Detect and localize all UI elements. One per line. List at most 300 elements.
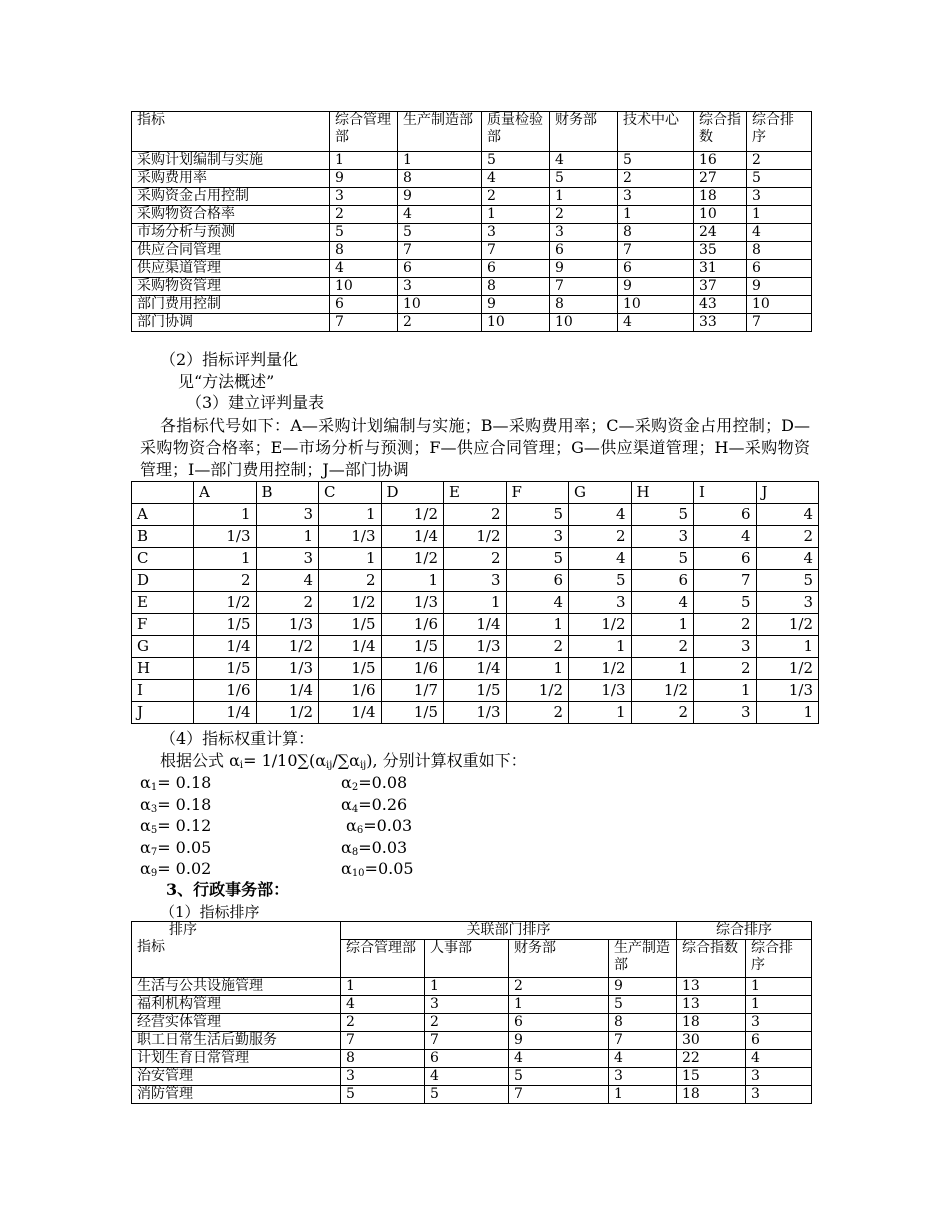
section-admin-heading: 3、行政事务部： — [166, 880, 290, 899]
row-label: 福利机构管理 — [132, 996, 341, 1014]
matrix-cell: 2 — [256, 592, 319, 614]
matrix-cell: 1/2 — [506, 680, 569, 702]
matrix-cell: 6 — [506, 570, 569, 592]
index-codes-paragraph: 各指标代号如下：A—采购计划编制与实施；B—采购费用率；C—采购资金占用控制；D—采购物资合格率；E—市场分析与预测；F—供应合同管理；G—供应渠道管理；H—采购物资管理；I—部门费用控制；J—部门协调 — [140, 416, 810, 479]
table-row — [132, 1086, 812, 1104]
table-cell: 1 — [482, 206, 550, 224]
matrix-cell: 6 — [694, 504, 757, 526]
matrix-cell: 1/2 — [256, 636, 319, 658]
matrix-cell: 2 — [694, 614, 757, 636]
matrix-cell: 5 — [631, 548, 694, 570]
table-cell: 3 — [330, 188, 398, 206]
table-cell: 18 — [694, 188, 747, 206]
matrix-cell: 1/3 — [194, 526, 257, 548]
matrix-row — [132, 614, 819, 636]
table-cell: 2 — [509, 978, 609, 996]
table-cell: 3 — [746, 1086, 812, 1104]
weight-value: $\alpha_3= 0.18$ — [140, 794, 212, 815]
row-label: 经营实体管理 — [132, 1014, 341, 1032]
matrix-row — [132, 592, 819, 614]
matrix-row-label: C — [132, 548, 194, 570]
table-cell: 7 — [747, 314, 812, 332]
matrix-cell: 3 — [631, 526, 694, 548]
table-cell: 7 — [330, 314, 398, 332]
matrix-cell: 3 — [444, 570, 507, 592]
matrix-row — [132, 680, 819, 702]
table-cell: 13 — [677, 996, 746, 1014]
table-cell: 2 — [747, 152, 812, 170]
matrix-cell: 1/2 — [194, 592, 257, 614]
column-header: 财务部 — [550, 112, 618, 152]
column-header: 生产制造部 — [609, 940, 677, 978]
matrix-cell: 2 — [631, 702, 694, 724]
matrix-cell: 6 — [694, 548, 757, 570]
column-header: 综合排序 — [747, 112, 812, 152]
table-cell: 4 — [482, 170, 550, 188]
matrix-cell: 1/6 — [194, 680, 257, 702]
table-cell: 1 — [330, 152, 398, 170]
matrix-cell: 1/3 — [256, 614, 319, 636]
matrix-cell: 3 — [256, 548, 319, 570]
table-cell: 2 — [618, 170, 694, 188]
table-cell: 9 — [550, 260, 618, 278]
row-label: 治安管理 — [132, 1068, 341, 1086]
table-cell: 5 — [609, 996, 677, 1014]
matrix-cell: 1 — [381, 570, 444, 592]
column-header: 财务部 — [509, 940, 609, 978]
row-label: 市场分析与预测 — [132, 224, 330, 242]
table-cell: 2 — [550, 206, 618, 224]
matrix-cell: 1 — [506, 614, 569, 636]
row-label: 供应合同管理 — [132, 242, 330, 260]
table-cell: 5 — [747, 170, 812, 188]
table-cell: 4 — [609, 1050, 677, 1068]
matrix-row-label: D — [132, 570, 194, 592]
table-row — [132, 314, 812, 332]
matrix-cell: 6 — [631, 570, 694, 592]
table-row — [132, 1014, 812, 1032]
matrix-column-header: C — [319, 482, 382, 504]
table-row — [132, 1032, 812, 1050]
matrix-row-label: I — [132, 680, 194, 702]
table-cell: 8 — [747, 242, 812, 260]
matrix-cell: 5 — [569, 570, 632, 592]
matrix-cell: 2 — [444, 504, 507, 526]
table-cell: 5 — [425, 1086, 509, 1104]
matrix-row — [132, 702, 819, 724]
matrix-cell: 2 — [194, 570, 257, 592]
matrix-row — [132, 570, 819, 592]
table-row — [132, 1050, 812, 1068]
matrix-corner — [132, 482, 194, 504]
matrix-row-label: B — [132, 526, 194, 548]
section-4-heading: （4）指标权重计算： — [160, 729, 315, 748]
matrix-column-header: A — [194, 482, 257, 504]
matrix-cell: 2 — [756, 526, 819, 548]
table-cell: 33 — [694, 314, 747, 332]
weight-value: $\alpha_1= 0.18$ — [140, 773, 212, 793]
table-cell: 4 — [425, 1068, 509, 1086]
matrix-cell: 1/2 — [569, 614, 632, 636]
table-cell: 10 — [482, 314, 550, 332]
matrix-cell: 1/3 — [319, 526, 382, 548]
weight-value: $\alpha_4=0.26$ — [341, 794, 408, 815]
matrix-cell: 2 — [631, 636, 694, 658]
weight-value: $\alpha_2=0.08$ — [341, 773, 408, 793]
table-row — [132, 996, 812, 1014]
table-cell: 2 — [341, 1014, 425, 1032]
matrix-cell: 2 — [694, 658, 757, 680]
row-label: 采购计划编制与实施 — [132, 152, 330, 170]
matrix-cell: 1 — [194, 548, 257, 570]
table-cell: 5 — [618, 152, 694, 170]
row-label: 计划生育日常管理 — [132, 1050, 341, 1068]
matrix-cell: 4 — [569, 548, 632, 570]
weight-formula: 根据公式 $\alpha_i= 1/10\sum(\alpha_{ij}/\sum\alpha_{ij})$, 分别计算权重如下： — [160, 751, 527, 771]
matrix-cell: 1/5 — [194, 658, 257, 680]
table-row — [132, 978, 812, 996]
matrix-cell: 1 — [256, 526, 319, 548]
table-cell: 4 — [330, 260, 398, 278]
matrix-cell: 1 — [631, 614, 694, 636]
matrix-cell: 1/5 — [319, 614, 382, 636]
row-label: 供应渠道管理 — [132, 260, 330, 278]
matrix-column-header: F — [506, 482, 569, 504]
table-cell: 4 — [398, 206, 482, 224]
table-cell: 10 — [618, 296, 694, 314]
table-cell: 6 — [330, 296, 398, 314]
table-cell: 15 — [677, 1068, 746, 1086]
matrix-header-row — [132, 482, 819, 504]
column-header: 生产制造部 — [398, 112, 482, 152]
table-cell: 10 — [694, 206, 747, 224]
table-cell: 9 — [747, 278, 812, 296]
table-cell: 8 — [482, 278, 550, 296]
pairwise-comparison-matrix — [131, 481, 819, 724]
table-cell: 8 — [550, 296, 618, 314]
matrix-cell: 1 — [694, 680, 757, 702]
table-cell: 10 — [747, 296, 812, 314]
matrix-cell: 1/2 — [319, 592, 382, 614]
matrix-row — [132, 548, 819, 570]
matrix-cell: 7 — [694, 570, 757, 592]
matrix-cell: 1/6 — [381, 658, 444, 680]
table-cell: 7 — [509, 1086, 609, 1104]
matrix-row — [132, 636, 819, 658]
matrix-cell: 1/2 — [381, 504, 444, 526]
matrix-column-header: J — [756, 482, 819, 504]
table-cell: 10 — [398, 296, 482, 314]
table-cell: 9 — [509, 1032, 609, 1050]
table-cell: 9 — [618, 278, 694, 296]
table-cell: 5 — [398, 224, 482, 242]
table-cell: 3 — [618, 188, 694, 206]
matrix-cell: 1/3 — [256, 658, 319, 680]
table-row — [132, 296, 812, 314]
table-cell: 2 — [482, 188, 550, 206]
matrix-cell: 1/6 — [381, 614, 444, 636]
table-cell: 30 — [677, 1032, 746, 1050]
weight-value: $\alpha_{10}=0.05$ — [341, 859, 414, 879]
matrix-column-header: H — [631, 482, 694, 504]
matrix-cell: 1/4 — [256, 680, 319, 702]
table-cell: 2 — [425, 1014, 509, 1032]
table-cell: 6 — [398, 260, 482, 278]
table-cell: 35 — [694, 242, 747, 260]
row-label: 采购物资管理 — [132, 278, 330, 296]
corner-top-label: 排序 — [169, 922, 197, 938]
table-cell: 1 — [509, 996, 609, 1014]
table-cell: 3 — [746, 1014, 812, 1032]
table-cell: 18 — [677, 1086, 746, 1104]
row-label: 采购物资合格率 — [132, 206, 330, 224]
matrix-row — [132, 658, 819, 680]
row-label: 采购费用率 — [132, 170, 330, 188]
admin-subsection-heading: （1）指标排序 — [160, 903, 260, 921]
table-cell: 8 — [618, 224, 694, 242]
matrix-cell: 1/3 — [381, 592, 444, 614]
table-row — [132, 188, 812, 206]
matrix-cell: 1/4 — [444, 658, 507, 680]
table-cell: 24 — [694, 224, 747, 242]
matrix-cell: 1/2 — [444, 526, 507, 548]
table-cell: 4 — [747, 224, 812, 242]
matrix-cell: 1/4 — [194, 702, 257, 724]
matrix-cell: 1/5 — [381, 636, 444, 658]
matrix-cell: 5 — [506, 504, 569, 526]
matrix-cell: 1 — [444, 592, 507, 614]
column-header: 质量检验部 — [482, 112, 550, 152]
matrix-cell: 1/5 — [444, 680, 507, 702]
table-row — [132, 242, 812, 260]
weight-value: $\alpha_7= 0.05$ — [140, 837, 212, 858]
table-cell: 1 — [746, 996, 812, 1014]
section-2-body: 见“方法概述” — [178, 372, 275, 391]
matrix-cell: 4 — [756, 548, 819, 570]
corner-cell — [132, 922, 341, 978]
column-header: 综合管理部 — [341, 940, 425, 978]
table-cell: 1 — [618, 206, 694, 224]
table-cell: 5 — [341, 1086, 425, 1104]
matrix-cell: 4 — [256, 570, 319, 592]
table-row — [132, 1068, 812, 1086]
matrix-cell: 1 — [319, 548, 382, 570]
matrix-cell: 1/4 — [319, 702, 382, 724]
matrix-row — [132, 504, 819, 526]
column-header: 人事部 — [425, 940, 509, 978]
table-cell: 6 — [425, 1050, 509, 1068]
matrix-cell: 1/3 — [444, 702, 507, 724]
matrix-cell: 1 — [319, 504, 382, 526]
related-departments-header: 关联部门排序 — [341, 922, 677, 940]
row-label: 消防管理 — [132, 1086, 341, 1104]
matrix-cell: 1/5 — [381, 702, 444, 724]
table-cell: 4 — [618, 314, 694, 332]
table-cell: 43 — [694, 296, 747, 314]
table-cell: 3 — [341, 1068, 425, 1086]
matrix-cell: 1/3 — [444, 636, 507, 658]
table-cell: 7 — [618, 242, 694, 260]
matrix-cell: 3 — [256, 504, 319, 526]
table-cell: 1 — [341, 978, 425, 996]
table-cell: 3 — [550, 224, 618, 242]
matrix-cell: 1 — [506, 658, 569, 680]
matrix-cell: 2 — [444, 548, 507, 570]
matrix-cell: 1/2 — [756, 614, 819, 636]
table-row — [132, 224, 812, 242]
table-row — [132, 152, 812, 170]
matrix-row-label: A — [132, 504, 194, 526]
table-cell: 4 — [509, 1050, 609, 1068]
table-cell: 9 — [330, 170, 398, 188]
matrix-row-label: J — [132, 702, 194, 724]
matrix-cell: 1/6 — [319, 680, 382, 702]
matrix-cell: 1/5 — [194, 614, 257, 636]
table-cell: 8 — [398, 170, 482, 188]
row-label: 采购资金占用控制 — [132, 188, 330, 206]
matrix-cell: 1/7 — [381, 680, 444, 702]
table-cell: 9 — [609, 978, 677, 996]
matrix-column-header: I — [694, 482, 757, 504]
matrix-cell: 3 — [506, 526, 569, 548]
table-cell: 1 — [746, 978, 812, 996]
row-label: 部门协调 — [132, 314, 330, 332]
table-row — [132, 278, 812, 296]
table-cell: 7 — [341, 1032, 425, 1050]
table-cell: 4 — [341, 996, 425, 1014]
matrix-row-label: H — [132, 658, 194, 680]
weight-value: $\alpha_5= 0.12$ — [140, 816, 212, 836]
table-cell: 37 — [694, 278, 747, 296]
table-cell: 6 — [747, 260, 812, 278]
table-cell: 31 — [694, 260, 747, 278]
matrix-cell: 1/3 — [756, 680, 819, 702]
table-cell: 3 — [746, 1068, 812, 1086]
matrix-cell: 4 — [694, 526, 757, 548]
matrix-cell: 1 — [756, 636, 819, 658]
row-label: 职工日常生活后勤服务 — [132, 1032, 341, 1050]
matrix-cell: 1/5 — [319, 658, 382, 680]
table-cell: 9 — [398, 188, 482, 206]
table-cell: 16 — [694, 152, 747, 170]
section-3-heading: （3）建立评判量表 — [186, 393, 325, 412]
table-cell: 8 — [330, 242, 398, 260]
table-cell: 4 — [746, 1050, 812, 1068]
table-cell: 3 — [425, 996, 509, 1014]
table-cell: 3 — [482, 224, 550, 242]
table-cell: 1 — [425, 978, 509, 996]
matrix-cell: 5 — [631, 504, 694, 526]
matrix-cell: 1/3 — [569, 680, 632, 702]
weight-value: $\alpha_9= 0.02$ — [140, 859, 212, 879]
admin-index-ranking-table — [131, 921, 812, 1104]
matrix-column-header: B — [256, 482, 319, 504]
table-cell: 10 — [330, 278, 398, 296]
matrix-cell: 4 — [569, 504, 632, 526]
column-header: 综合排序 — [746, 940, 812, 978]
table-header-row — [132, 112, 812, 152]
table-cell: 7 — [609, 1032, 677, 1050]
matrix-row-label: F — [132, 614, 194, 636]
weight-value: $\alpha_8=0.03$ — [341, 837, 408, 858]
purchase-index-ranking-table — [131, 111, 812, 332]
table-cell: 7 — [550, 278, 618, 296]
column-header: 综合指数 — [677, 940, 746, 978]
table-cell: 5 — [509, 1068, 609, 1086]
table-cell: 4 — [550, 152, 618, 170]
table-cell: 9 — [482, 296, 550, 314]
matrix-cell: 4 — [631, 592, 694, 614]
matrix-cell: 2 — [319, 570, 382, 592]
matrix-cell: 2 — [506, 636, 569, 658]
table-cell: 6 — [550, 242, 618, 260]
matrix-column-header: G — [569, 482, 632, 504]
matrix-cell: 3 — [694, 636, 757, 658]
matrix-cell: 5 — [694, 592, 757, 614]
table-cell: 1 — [550, 188, 618, 206]
matrix-cell: 1 — [569, 636, 632, 658]
matrix-cell: 3 — [569, 592, 632, 614]
table-cell: 5 — [330, 224, 398, 242]
column-header: 综合指数 — [694, 112, 747, 152]
matrix-cell: 1/4 — [381, 526, 444, 548]
matrix-cell: 1/2 — [756, 658, 819, 680]
table-cell: 6 — [746, 1032, 812, 1050]
matrix-cell: 5 — [756, 570, 819, 592]
matrix-cell: 1/2 — [256, 702, 319, 724]
matrix-cell: 1/2 — [381, 548, 444, 570]
matrix-cell: 1/4 — [444, 614, 507, 636]
table-cell: 5 — [482, 152, 550, 170]
table-cell: 2 — [398, 314, 482, 332]
table-row — [132, 170, 812, 188]
table-cell: 3 — [747, 188, 812, 206]
matrix-cell: 4 — [756, 504, 819, 526]
matrix-cell: 1 — [194, 504, 257, 526]
matrix-cell: 1/2 — [631, 680, 694, 702]
section-2-heading: （2）指标评判量化 — [160, 350, 299, 369]
corner-bottom-label: 指标 — [137, 939, 165, 955]
table-cell: 1 — [398, 152, 482, 170]
table-cell: 5 — [550, 170, 618, 188]
table-row — [132, 260, 812, 278]
overall-ranking-header: 综合排序 — [677, 922, 812, 940]
weight-value: $\alpha_6=0.03$ — [346, 816, 413, 836]
matrix-column-header: D — [381, 482, 444, 504]
matrix-cell: 4 — [506, 592, 569, 614]
matrix-cell: 5 — [506, 548, 569, 570]
table-cell: 10 — [550, 314, 618, 332]
table-cell: 13 — [677, 978, 746, 996]
matrix-row — [132, 526, 819, 548]
row-label: 部门费用控制 — [132, 296, 330, 314]
column-header: 技术中心 — [618, 112, 694, 152]
matrix-cell: 3 — [756, 592, 819, 614]
table-cell: 8 — [609, 1014, 677, 1032]
matrix-column-header: E — [444, 482, 507, 504]
table-cell: 18 — [677, 1014, 746, 1032]
matrix-cell: 1/4 — [194, 636, 257, 658]
matrix-row-label: E — [132, 592, 194, 614]
matrix-cell: 1 — [631, 658, 694, 680]
table-cell: 8 — [341, 1050, 425, 1068]
matrix-row-label: G — [132, 636, 194, 658]
matrix-cell: 3 — [694, 702, 757, 724]
table-cell: 22 — [677, 1050, 746, 1068]
row-label: 生活与公共设施管理 — [132, 978, 341, 996]
matrix-cell: 1 — [569, 702, 632, 724]
table-cell: 7 — [482, 242, 550, 260]
